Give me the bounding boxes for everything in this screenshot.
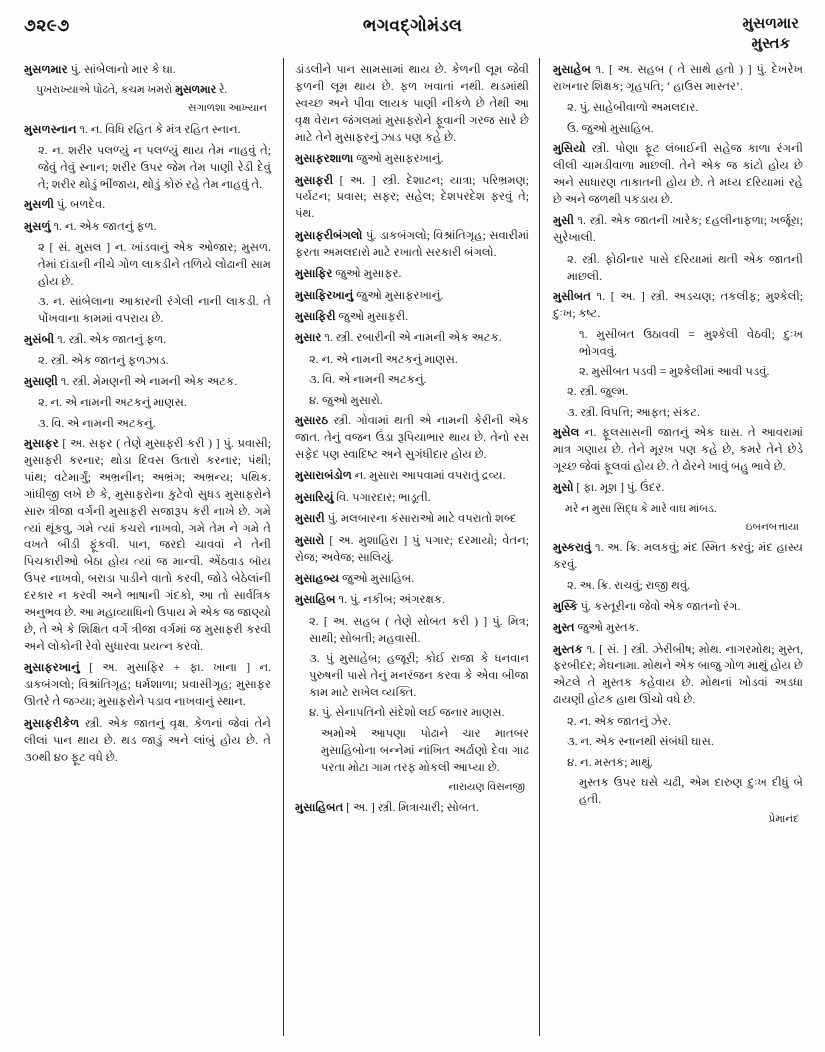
entry-headword: મુસળી — [24, 198, 54, 212]
entry-headword: મુસીબત — [553, 290, 591, 304]
entry-headword: મુસળસ્નાન — [24, 122, 77, 136]
entry-headword: મુસી — [553, 214, 574, 228]
dictionary-entry — [553, 620, 803, 637]
entry-sense: ૨. અ. ક્રિ. રાચવું; રાજી થવું. — [567, 579, 691, 593]
entry-headword: મુસારઠ — [295, 414, 329, 428]
citation-attribution: સગાળશા આખ્યાન — [188, 103, 267, 115]
dictionary-entry — [295, 309, 529, 326]
entry-definition: ૧. સ્ત્રી. રબારીની એ નામની એક અટક. — [321, 331, 502, 345]
dictionary-entry — [24, 436, 271, 656]
dictionary-entry — [295, 413, 529, 464]
entry-headword: મુસેલ — [553, 426, 580, 440]
entry-definition: પું. મલબારના કંસારાઓ માટે વપરાતો શબ્દ — [324, 512, 517, 526]
entry-headword: મુસાફરી — [295, 173, 334, 187]
entry-subnote: ૧. મુસીબત ઉઠાવવી = મુશ્કેલી વેઠવી; દુઃખ ભોગવવું. — [579, 328, 803, 359]
entry-sense: ૩. પું મુસાહેબ; હજૂરી; કોઈ રાજા કે ધનવાન પુરુષની પાસે તેનું મનરંજન કરવા કે એવા બીજા કામ માટે રાખેલ વ્યક્તિ. — [309, 652, 529, 699]
entry-definition: સ્ત્રી. પોણા ફૂટ લંબાઈની સહેજ કાળા રંગની લીલી ચામડીવાળા માછલી. તેને એક જ કાંટો હોય છે અને સાધારણ તાકાતની હોય છે. તે મધ્ય દરિયામાં રહે છે અને જળથી પકડાય છે. — [553, 142, 803, 206]
citation-attribution: નારાયણ વિસનજી — [448, 781, 525, 793]
dictionary-entry — [295, 151, 529, 168]
guide-word-bottom: મુસ્તક — [751, 36, 791, 53]
entry-sense: ૨. [ અ. સહબ ( તેણે સોબત કરી ) ] પું. મિત્ર; સાથી; સોબતી; મહવાસી. — [309, 614, 529, 645]
dictionary-entry — [24, 374, 271, 391]
entry-definition: [ અ. ] સ્ત્રી. દેશાટન; યાત્રા; પરિભ્રમણ; પર્યટન; પ્રવાસ; સફર; સહેલ; દેશપરદેશ ફરવું તે; પંથ. — [295, 173, 529, 221]
entry-definition: ન. મુસારા આપવામાં વપરાતું દ્રવ્ય. — [351, 469, 506, 483]
entry-sense: ૨. પું. સાહેબીવાળો અમલદાર. — [567, 101, 699, 115]
entry-headword: મુસાફિર — [295, 267, 333, 281]
entry-definition: ન. ફૂલસાસની જાતનું એક ઘાસ. તે આવરામાં માત્ર ગણાય છે. તેને મૂરખ પણ કહે છે, કમરે તેને છેડે ગૂચ્છ જેવાં ફૂલવાં હોય છે. તે ઢોરને ખાવું બહુ ભાવે છે. — [553, 426, 803, 473]
entry-sense: ૨. ન. એ નામની અટકનું માણસ. — [309, 352, 458, 366]
entry-headword: મુસારિયું — [295, 490, 334, 504]
dictionary-entry — [295, 468, 529, 485]
entry-definition: ૧. ન. વિધિ રહિત કે મંત્ર રહિત સ્નાન. — [76, 122, 241, 136]
entry-headword: મુસાહબ્ય — [295, 571, 340, 585]
page-folio-number: ૭૨૯૭ — [24, 16, 70, 35]
citation-text-before: પુખરાખ્યાએ પોઢતે, કચમ ખમરો — [36, 84, 176, 97]
entry-citation — [24, 83, 271, 99]
entry-headword: મુસ્કિ — [553, 599, 578, 613]
dictionary-entry — [295, 511, 529, 528]
entry-subnote: મુસ્તક ઉપર ઘસે ચઢી, એમ દારુણ દુઃખ દીધું બે હતી. — [579, 776, 803, 806]
entry-definition: જુઓ મુસાફર. — [332, 267, 402, 281]
entry-headword: મુસિયો — [553, 142, 586, 156]
entry-definition: સ્ત્રી. ગોવામાં થતી એ નામની કેરીની એક જાત. તેનું વજન ઉંડા રૂપિયાભાર થાય છે. તેનો રસ સફેદ પણ સ્વાદિષ્ટ અને સુગંધીદાર હોય છે. — [295, 414, 529, 461]
dictionary-entry — [24, 332, 271, 349]
citation-text-after: રે. — [216, 84, 228, 97]
dictionary-entry — [553, 599, 803, 616]
dictionary-entry — [553, 289, 803, 323]
dictionary-entry — [553, 540, 803, 574]
dictionary-entry — [553, 62, 803, 96]
entry-definition: જુઓ મુસાહિબ. — [339, 571, 415, 585]
entry-headword: મુસારી — [295, 512, 325, 526]
dictionary-entry — [295, 228, 529, 262]
guide-word-top: મુસળમાર — [742, 16, 799, 32]
dictionary-entry — [553, 480, 803, 497]
entry-definition: પું. સાંબેલાનો માર કે ઘા. — [67, 63, 176, 76]
entry-headword: મુસારાબંડોળ — [295, 469, 352, 483]
dictionary-entry — [295, 800, 529, 817]
entry-headword: મુસ્કરાવું — [553, 540, 592, 554]
entry-definition: ૧. સ્ત્રી. મેમણની એ નામની એક અટક. — [57, 374, 238, 388]
book-title: ભગવદ્ગોમંડલ — [362, 16, 463, 35]
entry-definition: જુઓ મુસાફરખાનું. — [353, 152, 444, 166]
dictionary-entry — [295, 288, 529, 305]
entry-headword: મુસ્ત — [553, 621, 575, 635]
entry-headword: મુસળું — [24, 219, 51, 233]
entry-definition: પું. ડાકબંગલો; વિશ્રાંતિગૃહ; સવારીમાં ફરતા અમલદારો માટે રખાતો સરકારી બંગલો. — [295, 228, 529, 259]
dictionary-entry — [553, 642, 803, 710]
dictionary-entry — [553, 141, 803, 209]
dictionary-entry — [553, 213, 803, 247]
entry-headword: મુસો — [553, 481, 574, 495]
dictionary-entry — [295, 173, 529, 224]
entry-headword: મુસાફરીબંગલો — [295, 228, 363, 242]
entry-definition: સ્ત્રી. એક જાતનું વૃક્ષ. કેળનાં જેવાં તેને લીલાં પાન થાય છે. થડ જાડું અને લાંબું હોય છે. તે ૩૦થી ૪૦ ફૂટ વધે છે. — [24, 716, 271, 764]
entry-sense: ૪. પું. સેનાપતિનો સંદેશો લઈ જનાર માણસ. — [309, 706, 505, 720]
entry-sense: ૨. સ્ત્રી. એક જાતનું ફળઝાડ. — [38, 354, 169, 368]
entry-headword: મુસાણી — [24, 374, 58, 388]
entry-headword: મુસાફિરખાનું — [295, 288, 354, 302]
entry-definition: ૧. [ અ. ] સ્ત્રી. અડચણ; તકલીફ; મુશ્કેલી; દુઃખ; કષ્ટ. — [553, 290, 803, 320]
entry-headword: મુસ્તક — [553, 642, 583, 656]
guide-words — [743, 14, 799, 55]
entry-headword: મુસાર — [295, 331, 322, 345]
entry-definition: જુઓ મુસાફરખાનું. — [353, 288, 444, 302]
entry-definition: [ ફા. મૂશ ] પું. ઉંદર. — [573, 481, 665, 495]
entry-definition: ૧. અ. ક્રિ. મલકવું; મંદ સ્મિત કરવું; મંદ હાસ્ય કરવું. — [553, 540, 803, 571]
entry-subnote: અમોએ આપણા પોઢાને ચાર માતબર મુસાહિબોના બન્નેમાં નાંખિત અર્ઢાણો દેવા ગાઢ પરતા મોટા ગામ તરફ મોકલી આપ્યા છે. — [321, 726, 529, 774]
dictionary-entry — [295, 490, 529, 507]
entry-definition: [ અ. ] સ્ત્રી. મિત્રાચારી; સોબત. — [343, 800, 479, 814]
entry-definition: ૧. સ્ત્રી. એક જાતનું ફળ. — [54, 332, 167, 346]
entry-sense: ૨. ન. એક જાતનું ઝેર. — [567, 714, 671, 728]
citation-text-before: મરે ન મુસા સિદ્ધ કે મારે વાઘ માંબડ. — [565, 502, 717, 515]
citation-headword: મુસળમાર — [175, 84, 217, 97]
entry-definition: ૧. સ્ત્રી. એક જાતની ખારેક; દહલીનાફળા; ખર્જૂરા; સુરેખાલી. — [553, 214, 803, 245]
entry-sense: ૨. સ્ત્રી. જુલ્મ. — [567, 385, 629, 399]
entry-sense: ૨ [ સં. મુસલ ] ન. ખાંડવાનું એક ઓજાર; મુસળ. તેમાં દાંડાની નીચે ગોળ લાકડીને તળિયે લોઢાની સામ હોય છે. — [38, 241, 271, 289]
dictionary-entry — [24, 219, 271, 236]
column-container — [0, 62, 825, 1044]
entry-definition: [ અ. મુસાફિર + ફા. ખાના ] ન. ડાકબંગલો; વિશ્રાંતિગૃહ; ધર્મશાળા; પ્રવાસીગૃહ; મુસાફર ઊતરે તે જગ્યા; મુસાફરોને પડાવ નાખવાનું સ્થાન. — [24, 661, 271, 709]
entry-sense: ૨. ન. એ નામની અટકનું માણસ. — [38, 396, 187, 410]
dictionary-entry — [24, 716, 271, 767]
entry-headword: મુસંબી — [24, 332, 55, 346]
entry-definition: પું. બળદેવ. — [53, 198, 106, 212]
entry-sense: ૩. ન. એક સ્નાનથી સંબંધી ઘાસ. — [567, 735, 714, 749]
entry-definition: ૧. પું. નકીબ; અંગરક્ષક. — [335, 593, 446, 607]
entry-headword: મુસાફરશાળા — [295, 152, 354, 166]
column-middle — [283, 62, 539, 1044]
dictionary-entry — [24, 660, 271, 711]
entry-sense: ૪. ન. મસ્તક; માથું. — [567, 755, 654, 769]
entry-definition: પું. કસ્તૂરીના જેવો એક જાતનો રંગ. — [577, 599, 741, 613]
entry-definition: ૧. [ સં. ] સ્ત્રી. ઝેરીબીષ; મોથ. નાગરમોથ; મુસ્ત, ફરબીદર; મેઘનામા. મોથને એક બાજુ ગોળ માથું હોય છે એટલે તે મુસ્તક કહેવાય છે. મોથનાં ખોડવાં અડધા ઢાયણી હોટક હાથ ઊંચો વધે છે. — [553, 642, 803, 707]
entry-headword: મુસાફર — [24, 436, 59, 450]
entry-subnote: ૨. મુસીબત પડવી = મુશ્કેલીમાં આવી પડવું. — [579, 365, 770, 379]
entry-headword: મુસારો — [295, 533, 325, 547]
entry-headword: મુસળમાર — [24, 63, 68, 76]
entry-definition: [ અ. મુશાહિરા ] પું પગાર; દરમાયો; વેતન; રોજ; અવેજ; સાલિયું. — [295, 533, 529, 564]
column-left — [0, 62, 283, 1044]
entry-sense: ૩. ન. સાંબેલાના આકારની રંગેલી નાની લાકડી. તે પોંખવાના કામમાં વપરાય છે. — [38, 295, 271, 326]
dictionary-entry — [295, 571, 529, 588]
entry-sense: ૪. જુઓ મુસારો. — [309, 393, 383, 407]
entry-definition: [ અ. સફર ( તેણે મુસાફરી કરી ) ] પું. પ્રવાસી; મુસાફરી કરનાર; થોડા દિવસ ઉતારો કરનાર; પંથી; પાંથ; વટેમાર્ગું; અભ્રનીન; અભ્રંગ; અભ્રન્ય; પથિક. ગાંધીજી લખે છે કે, મુસાફરોના કુટેવો સુધડ મુસાફરોને સારુ ત્રીજા વર્ગની મુસાફરી સજારૂપ કરી નાખે છે. ગમે ત્યાં થૂંકવુ, ગમે ત્યાં કચરો નાખવો, ગમે તેમ ને ગમે તે વખતે બીડી ફૂંકવી. પાન, જરદો ચાવવાં ને તેની પિચકારીઓ બેઠા હોય ત્યાં જ માન્વી. એંઠવાડ બૉય ઉપર નાખવો, બરાડા પાડીને વાતો કરવી, જોડે બેઠેલાંની દરકાર ન કરવી અને ભાષાની ગંદકો, આ તો સાર્વત્રિક અનુભવ છે. આ મહાવ્યાધિનો ઉપાય મે એક જ જાણ્યો છે, તે એ કે શિક્ષિત વર્ગે ત્રીજા વર્ગમાં જ મુસાફરી કરવી અને લોકોની રેવો સુધારવા પ્રયત્ન કરવો. — [24, 436, 271, 653]
entry-continuation: ડાંડલીને પાન સામસામાં થાય છે. કેળની લૂમ જેવી ફળની લૂમ થાય છે. ફળ ખવાતાં નથી. થડમાંથી સ્વચ્છ અને પીવા લાયક પાણી નીકળે છે તેથી આ વૃક્ષ વેરાન જંગલમાં મુસાફરોને ફૂવાની ગરજ સારે છે માટે તેને મુસાફરનું ઝાડ પણ કહે છે. — [295, 63, 529, 144]
entry-headword: મુસાફરખાનું — [24, 661, 80, 675]
dictionary-entry — [24, 122, 271, 139]
entry-sense: ઉ. જુઓ મુસાહિબ. — [567, 121, 654, 135]
entry-citation — [553, 502, 803, 518]
entry-definition: ૧. ન. એક જાતનું ફળ. — [50, 219, 157, 233]
dictionary-entry — [553, 425, 803, 476]
entry-definition: જુઓ મુસ્તક. — [574, 621, 639, 635]
entry-sense: ૩. વિ. એ નામની અટકનું. — [309, 373, 427, 387]
entry-headword: મુસાહિબ — [295, 593, 336, 607]
dictionary-entry — [295, 330, 529, 347]
citation-attribution: ઇબનબત્તાયા — [745, 521, 799, 533]
entry-headword: મુસાફિરી — [295, 309, 336, 323]
entry-definition: ૧. [ અ. સહબ ( તે સાથે હતો ) ] પું. દેખરેખ રાખનાર શિક્ષક; ગૃહપતિ; ‘ હાઉસ માસ્તર’. — [553, 63, 803, 93]
citation-attribution: પ્રેમાનંદ — [768, 813, 799, 825]
dictionary-entry — [24, 197, 271, 214]
entry-sense: ૩. સ્ત્રી. વિપત્તિ; આફત; સંકટ. — [567, 405, 701, 419]
entry-definition: જુઓ મુસાફરી. — [335, 309, 409, 323]
dictionary-entry — [295, 592, 529, 609]
dictionary-entry — [295, 533, 529, 567]
column-right — [539, 62, 825, 1044]
entry-sense: ૨. સ્ત્રી. ફોઠીનાર પાસે દરિયામાં થતી એક જાતની માછલી. — [567, 252, 803, 283]
entry-sense: ૨. ન. શરીર પલળ્યું ન પલળ્યું થાય તેમ નાહવું તે; જેવું તેવું સ્નાન; શરીર ઉપર જેમ તેમ પાણી રેડી દેવું તે; શરીર થોડું ભીંજાય, થોડું કોરું રહે તેમ નાહવું તે. — [38, 144, 271, 191]
entry-headword: મુસાહેબ — [553, 63, 591, 76]
dictionary-entry — [24, 62, 271, 79]
entry-headword: મુસાહિબત — [295, 800, 344, 814]
entry-definition: વિ. પગારદાર; ભાડૂતી. — [333, 490, 431, 504]
dictionary-entry — [295, 266, 529, 283]
entry-sense: ૩. વિ. એ નામની અટકનું. — [38, 416, 156, 430]
entry-headword: મુસાફરીકેળ — [24, 716, 80, 730]
